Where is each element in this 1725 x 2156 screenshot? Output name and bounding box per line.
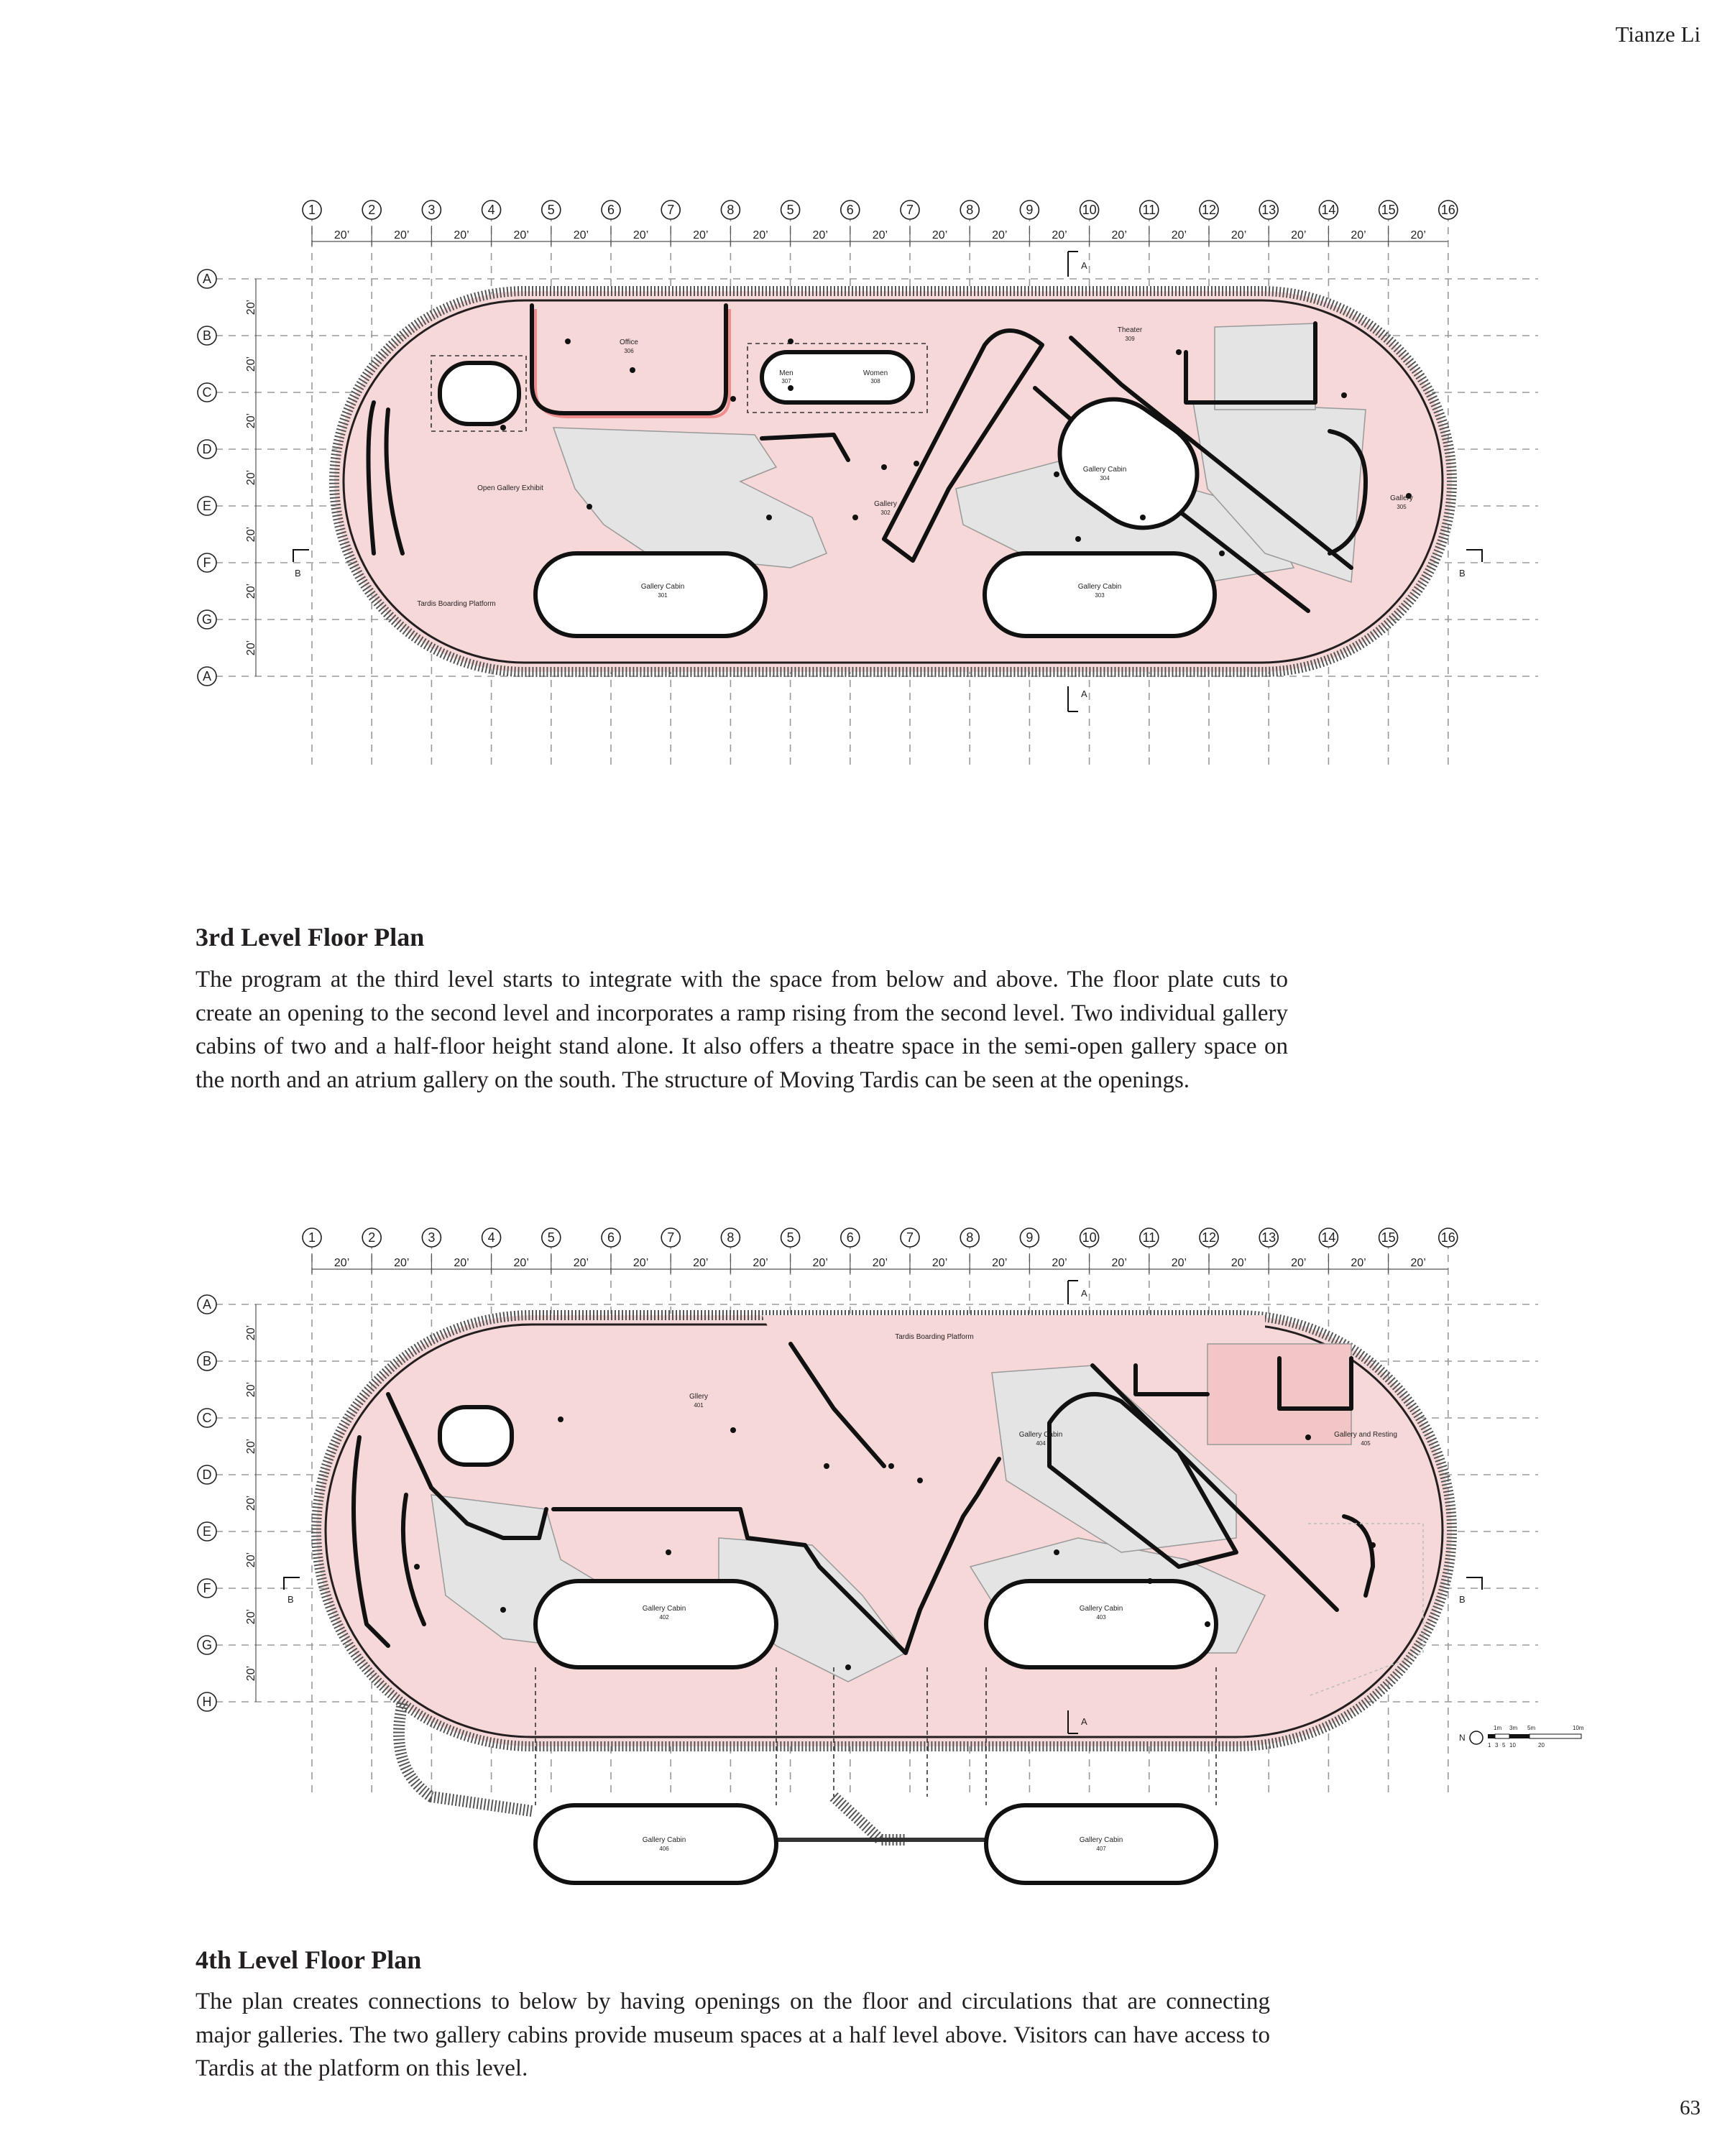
section-label: B [295,568,301,579]
grid-column-label: 14 [1321,1230,1336,1245]
grid-column-label: 7 [906,1230,914,1245]
section-label: B [1459,568,1466,579]
column-grid-markers [303,201,1458,219]
grid-dimension: 20’ [245,1381,257,1398]
room-label: Men [779,369,794,377]
grid-column-label: 13 [1261,1230,1276,1245]
grid-row-label: H [202,1695,212,1709]
grid-dimension: 20’ [1230,229,1247,241]
third-level-floor-plan [0,180,1725,898]
grid-dimension: 20’ [872,1257,888,1269]
grid-column-label: 1 [308,1230,316,1245]
room-label: Open Gallery Exhibit [477,484,543,492]
room-label: Office [620,338,638,346]
grid-dimension: 20’ [1291,1257,1307,1269]
row-dimension-labels [245,1304,257,1702]
room-label: Gallery [1390,494,1413,502]
room-label: Gallery Cabin [1079,1605,1123,1613]
grid-dimension: 20’ [693,1257,709,1269]
gallery-cabin-406 [535,1805,776,1883]
grid-column-label: 12 [1201,1230,1217,1245]
grid-dimension: 20’ [753,1257,768,1269]
grid-dimension: 20’ [812,229,828,241]
room-number: 305 [1397,504,1407,510]
grid-dimension: 20’ [1230,1257,1247,1269]
theater-seating [1215,323,1315,410]
fourth-level-plan-drawing [0,1222,1725,1904]
grid-dimension: 20’ [812,1257,828,1269]
room-number: 407 [1096,1846,1106,1852]
grid-dimension: 20’ [245,1552,257,1568]
grid-dimension: 20’ [245,413,257,429]
section-mark-a [1068,1281,1078,1304]
section-paragraph: The program at the third level starts to integrate with the space from below and above. The floor plate cuts to create an opening to the second level and incorporates a ramp rising from the second level. Two individual gallery cabins of two and a half-floor height stand alone. It also offers a theatre space in the semi-open gallery space on the north and an atrium gallery on the south. The structure of Moving Tardis can be seen at the openings. [196,967,1288,1093]
section-label: A [1081,1288,1087,1299]
connecting-bridge [834,1797,906,1840]
scale-label: 20 [1538,1742,1545,1749]
room-label: Gallery and Resting [1334,1431,1397,1439]
room-number: 405 [1361,1440,1371,1447]
room-number: 307 [781,378,791,384]
grid-column-label: 3 [428,1230,436,1245]
grid-dimension: 20’ [245,1438,257,1455]
grid-row-label: G [201,1638,213,1652]
grid-dimension: 20’ [932,229,948,241]
grid-row-label: C [202,1411,212,1425]
grid-column-label: 12 [1201,203,1217,217]
grid-row-label: A [202,669,212,683]
grid-column-label: 14 [1321,203,1336,217]
grid-dimension: 20’ [245,640,257,656]
grid-dimension: 20’ [334,1257,350,1269]
grid-dimension: 20’ [394,1257,410,1269]
room-number: 404 [1036,1440,1046,1447]
room-number: 301 [658,592,668,599]
north-arrow-icon [1470,1731,1483,1744]
room-label: Gallery Cabin [640,583,685,591]
grid-column-label: 4 [487,1230,495,1245]
grid-row-label: F [203,556,211,570]
room-label: Gllery [689,1393,709,1401]
grid-column-label: 5 [547,203,555,217]
scale-label: 10m [1573,1725,1584,1731]
section-label: A [1081,1716,1087,1727]
grid-dimension: 20’ [693,229,709,241]
section-label: A [1081,688,1087,699]
scale-label: 5 [1502,1742,1506,1749]
grid-column-label: 5 [786,203,794,217]
grid-row-label: B [202,1354,212,1368]
room-number: 304 [1100,475,1110,482]
room-label: Tardis Boarding Platform [417,600,496,608]
grid-dimension: 20’ [753,229,768,241]
grid-column-label: 3 [428,203,436,217]
room-label: Gallery [874,500,897,508]
grid-column-label: 6 [846,1230,854,1245]
grid-dimension: 20’ [1111,1257,1127,1269]
grid-column-label: 6 [846,203,854,217]
scale-label: 5m [1527,1725,1536,1731]
grid-column-label: 2 [368,203,376,217]
room-label: Gallery Cabin [1018,1431,1063,1439]
section-mark-a [1068,686,1078,711]
grid-dimension: 20’ [454,229,469,241]
scale-label: 10 [1509,1742,1516,1749]
grid-dimension: 20’ [513,1257,529,1269]
room-number: 302 [880,510,891,516]
grid-dimension: 20’ [1111,229,1127,241]
room-number: 401 [694,1402,704,1409]
section-heading: 4th Level Floor Plan [196,1945,422,1974]
room-number: 303 [1095,592,1105,599]
room-number: 306 [624,348,634,354]
author-name: Tianze Li [1615,22,1701,47]
third-level-plan-drawing [0,180,1725,898]
grid-column-label: 8 [966,1230,974,1245]
grid-row-label: E [202,1524,212,1539]
room-number: 406 [659,1846,669,1852]
room-label: Gallery Cabin [642,1605,686,1613]
grid-column-label: 1 [308,203,316,217]
grid-dimension: 20’ [573,229,589,241]
grid-column-label: 8 [727,203,735,217]
room-label: Gallery Cabin [642,1836,686,1844]
room-label: Theater [1117,326,1143,334]
room-number: 403 [1096,1614,1106,1621]
grid-column-label: 8 [727,1230,735,1245]
grid-dimension: 20’ [932,1257,948,1269]
scale-label: 3m [1509,1725,1518,1731]
row-grid-markers [198,1295,216,1711]
gallery-cabin-301 [535,553,765,636]
grid-column-label: 8 [966,203,974,217]
grid-row-label: F [203,1581,211,1595]
grid-dimension: 20’ [245,299,257,315]
grid-dimension: 20’ [245,469,257,486]
section-mark-b [1466,550,1482,562]
section-heading: 3rd Level Floor Plan [196,923,425,952]
section-label: A [1081,260,1087,271]
grid-dimension: 20’ [1351,1257,1366,1269]
grid-row-label: B [202,328,212,343]
grid-dimension: 20’ [245,526,257,543]
section-paragraph: The plan creates connections to below by having openings on the floor and circulations that are connecting major galleries. The two gallery cabins provide museum spaces at a half level above. Visitors can have access to Tardis at the platform on this level. [196,1989,1270,2081]
grid-dimension: 20’ [334,229,350,241]
section-mark-b [293,550,309,562]
grid-dimension: 20’ [1351,229,1366,241]
room-number: 308 [870,378,880,384]
grid-dimension-labels [312,1253,1448,1273]
grid-dimension: 20’ [992,229,1008,241]
grid-column-label: 7 [667,1230,675,1245]
grid-column-label: 5 [547,1230,555,1245]
grid-dimension: 20’ [513,229,529,241]
grid-column-label: 13 [1261,203,1276,217]
row-grid-markers [198,270,216,686]
grid-dimension: 20’ [1052,1257,1067,1269]
grid-dimension: 20’ [1171,1257,1187,1269]
grid-column-label: 15 [1381,203,1396,217]
grid-dimension: 20’ [245,1495,257,1511]
room-label: Gallery Cabin [1082,466,1127,474]
grid-dimension: 20’ [394,229,410,241]
grid-column-label: 9 [1026,1230,1034,1245]
grid-dimension: 20’ [573,1257,589,1269]
grid-dimension: 20’ [245,1325,257,1341]
grid-dimension: 20’ [872,229,888,241]
grid-column-label: 9 [1026,203,1034,217]
grid-dimension: 20’ [1291,229,1307,241]
room-label: Tardis Boarding Platform [895,1333,974,1341]
grid-column-label: 6 [607,203,615,217]
grid-dimension: 20’ [454,1257,469,1269]
room-label: Women [862,369,888,377]
gallery-cabin-403 [986,1581,1216,1667]
row-dimension-labels [245,279,257,676]
scale-label: 3 [1495,1742,1499,1749]
room-label: Gallery Cabin [1077,583,1122,591]
grid-row-label: A [202,1297,212,1312]
grid-dimension-labels [312,226,1448,246]
grid-column-label: 7 [667,203,675,217]
section-mark-a [1068,252,1078,277]
grid-column-label: 10 [1082,1230,1097,1245]
grid-column-label: 2 [368,1230,376,1245]
grid-column-label: 5 [786,1230,794,1245]
grid-dimension: 20’ [632,229,649,241]
gallery-cabin-407 [986,1805,1216,1883]
grid-dimension: 20’ [245,1665,257,1682]
grid-column-label: 16 [1440,203,1455,217]
grid-dimension: 20’ [1410,1257,1426,1269]
grid-dimension: 20’ [1171,229,1187,241]
scale-bar [1459,1725,1584,1749]
grid-row-label: D [202,1468,212,1482]
grid-column-label: 11 [1142,203,1156,217]
scale-label: 1 [1488,1742,1491,1749]
grid-row-label: E [202,499,212,513]
grid-column-label: 4 [487,203,495,217]
north-label: N [1459,1733,1466,1743]
grid-row-label: G [201,612,213,627]
stair-core [440,363,519,424]
section-label: B [1459,1594,1466,1605]
grid-dimension: 20’ [1410,229,1426,241]
grid-column-label: 16 [1440,1230,1455,1245]
restrooms-pod [762,352,913,402]
grid-column-label: 10 [1082,203,1097,217]
grid-row-label: D [202,442,212,456]
grid-column-label: 6 [607,1230,615,1245]
stair-core [440,1407,512,1465]
section-label: B [288,1594,294,1605]
room-label: Gallery Cabin [1079,1836,1123,1844]
grid-dimension: 20’ [992,1257,1008,1269]
grid-row-label: A [202,272,212,286]
grid-dimension: 20’ [632,1257,649,1269]
scale-label: 1m [1494,1725,1502,1731]
room-number: 402 [659,1614,669,1621]
column-grid-markers [303,1228,1458,1247]
room-number: 309 [1125,336,1135,342]
grid-row-label: C [202,385,212,400]
grid-dimension: 20’ [1052,229,1067,241]
grid-column-label: 7 [906,203,914,217]
gallery-cabin-402 [535,1581,776,1667]
grid-dimension: 20’ [245,356,257,372]
grid-column-label: 11 [1142,1230,1156,1245]
grid-dimension: 20’ [245,583,257,599]
grid-dimension: 20’ [245,1608,257,1625]
page-number: 63 [1680,2096,1701,2119]
fourth-level-floor-plan [0,1222,1725,1904]
grid-column-label: 15 [1381,1230,1396,1245]
